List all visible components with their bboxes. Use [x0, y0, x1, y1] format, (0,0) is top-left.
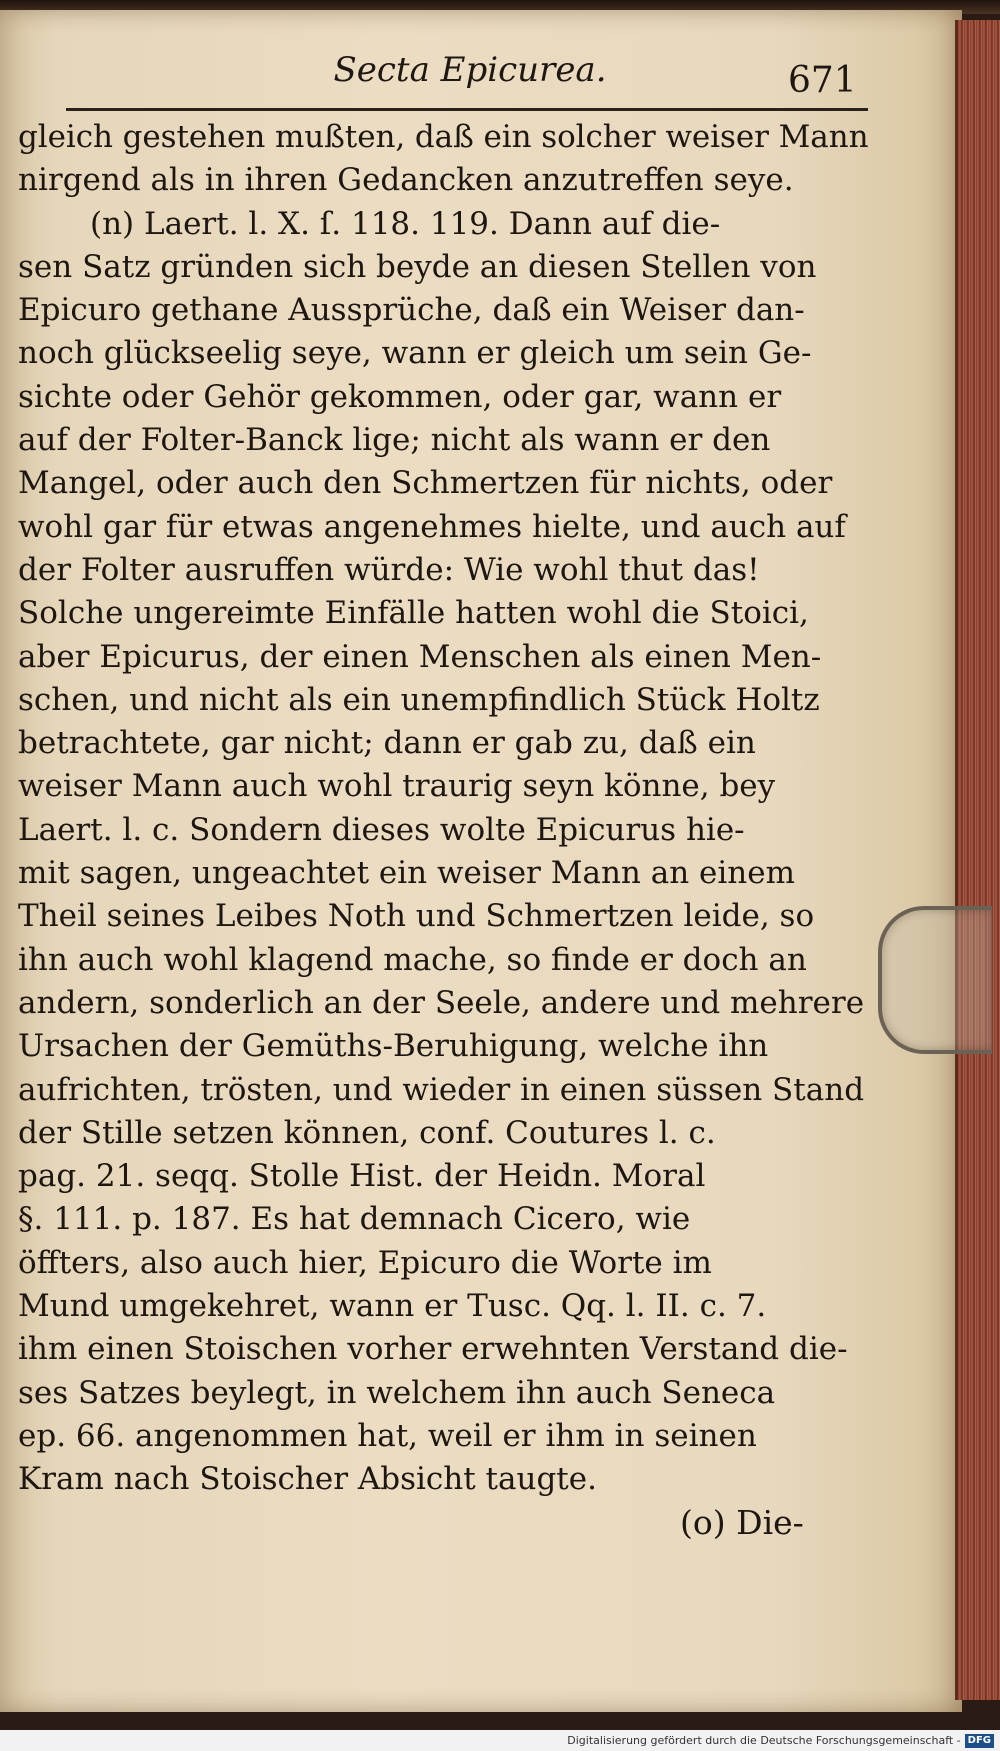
- dfg-logo: DFG: [965, 1734, 994, 1748]
- text-line: Kram nach Stoischer Absicht taugte.: [18, 1461, 597, 1498]
- text-line: §. 111. p. 187. Es hat demnach Cicero, wie: [18, 1201, 691, 1238]
- page-clip: [878, 906, 992, 1054]
- page-number: 671: [788, 60, 857, 101]
- text-line: Laert. l. c. Sondern dieses wolte Epicurus hie-: [18, 811, 745, 848]
- text-line: sen Satz gründen sich beyde an diesen Stellen von: [18, 248, 817, 285]
- body-text: [18, 116, 868, 1502]
- text-line: ep. 66. angenommen hat, weil er ihm in seinen: [18, 1417, 757, 1454]
- text-line: pag. 21. seqq. Stolle Hist. der Heidn. Moral: [18, 1158, 706, 1195]
- text-line: öffters, also auch hier, Epicuro die Worte im: [18, 1244, 712, 1281]
- text-line: Ursachen der Gemüths-Beruhigung, welche ihn: [18, 1028, 769, 1065]
- text-line: ses Satzes beylegt, in welchem ihn auch Seneca: [18, 1374, 776, 1411]
- text-line: wohl gar für etwas angenehmes hielte, und auch auf: [18, 508, 846, 545]
- text-line: betrachtete, gar nicht; dann er gab zu, daß ein: [18, 725, 756, 762]
- text-line: Theil seines Leibes Noth und Schmertzen leide, so: [18, 898, 815, 935]
- text-line: mit sagen, ungeachtet ein weiser Mann an einem: [18, 855, 795, 892]
- page-edges: [955, 20, 1000, 1700]
- text-line: weiser Mann auch wohl traurig seyn könne, bey: [18, 768, 776, 805]
- text-line: der Folter ausruffen würde: Wie wohl thut das!: [18, 551, 760, 588]
- text-line: Epicuro gethane Aussprüche, daß ein Weiser dan-: [18, 292, 805, 329]
- header-rule: [66, 108, 868, 111]
- text-line: schen, und nicht als ein unempfindlich Stück Holtz: [18, 681, 820, 718]
- footnote-start: (n) Laert. l. X. ſ. 118. 119. Dann auf die-: [90, 205, 721, 242]
- text-line: ihn auch wohl klagend mache, so finde er doch an: [18, 941, 807, 978]
- text-line: Mangel, oder auch den Schmertzen für nichts, oder: [18, 465, 833, 502]
- text-line: der Stille setzen können, conf. Coutures l. c.: [18, 1114, 716, 1151]
- catchword: (o) Die-: [680, 1503, 804, 1542]
- credit-text: Digitalisierung gefördert durch die Deutsche Forschungsgemeinschaft -: [567, 1734, 961, 1747]
- text-line: gleich gestehen mußten, daß ein solcher weiser Mann: [18, 119, 869, 155]
- text-line: ihm einen Stoischen vorher erwehnten Verstand die-: [18, 1331, 848, 1368]
- text-line: nirgend als in ihren Gedancken anzutreffen seye.: [18, 162, 794, 199]
- text-line: auf der Folter-Banck lige; nicht als wann er den: [18, 422, 771, 459]
- text-line: aber Epicurus, der einen Menschen als einen Men-: [18, 638, 822, 675]
- running-header: Secta Epicurea.: [333, 50, 607, 90]
- book-bottom-edge: [0, 1712, 1000, 1730]
- text-line: Mund umgekehret, wann er Tusc. Qq. l. II. c. 7.: [18, 1288, 767, 1325]
- text-line: noch glückseelig seye, wann er gleich um sein Ge-: [18, 335, 812, 372]
- credit-bar: [0, 1730, 1000, 1751]
- text-line: aufrichten, trösten, und wieder in einen süssen Stand: [18, 1071, 865, 1108]
- text-line: Solche ungereimte Einfälle hatten wohl die Stoici,: [18, 595, 809, 632]
- text-line: andern, sonderlich an der Seele, andere und mehrere: [18, 984, 865, 1021]
- text-line: sichte oder Gehör gekommen, oder gar, wann er: [18, 378, 782, 415]
